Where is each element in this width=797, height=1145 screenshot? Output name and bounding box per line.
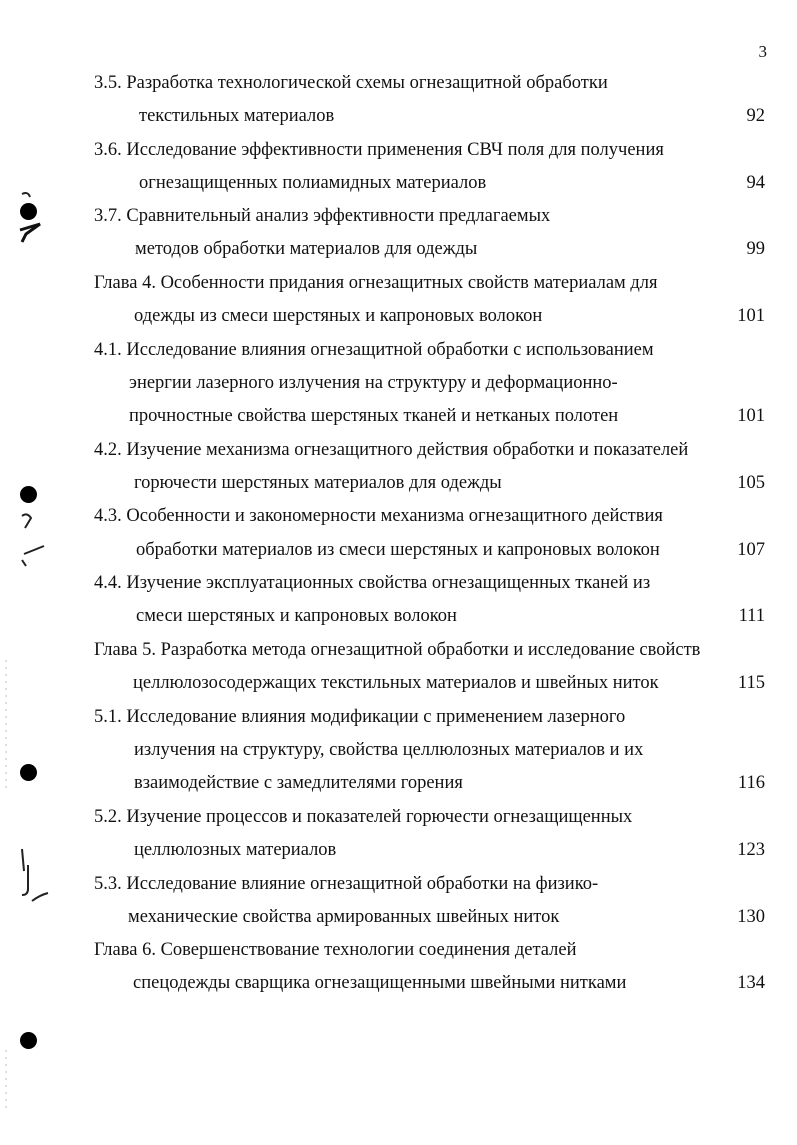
toc-line: методов обработки материалов для одежды <box>135 239 478 259</box>
punch-hole <box>20 1032 37 1049</box>
toc-line: излучения на структуру, свойства целлюлозных материалов и их <box>134 740 644 760</box>
punch-hole <box>20 764 37 781</box>
toc-page: 101 <box>737 306 765 326</box>
toc-line: 5.2. Изучение процессов и показателей горючести огнезащищенных <box>94 807 633 827</box>
toc-line: спецодежды сварщика огнезащищенными швейными нитками <box>133 973 627 993</box>
toc-page: 111 <box>738 606 765 626</box>
toc-line: 4.2. Изучение механизма огнезащитного действия обработки и показателей <box>94 440 689 460</box>
toc-page: 92 <box>746 106 765 126</box>
toc-line: Глава 6. Совершенствование технологии соединения деталей <box>94 940 577 960</box>
toc-line: одежды из смеси шерстяных и капроновых волокон <box>134 306 543 326</box>
toc-page: 116 <box>737 773 765 793</box>
toc-line: целлюлозных материалов <box>134 840 337 860</box>
toc-line: 4.3. Особенности и закономерности механизма огнезащитного действия <box>94 506 663 526</box>
toc-line: целлюлозосодержащих текстильных материалов и швейных ниток <box>133 673 659 693</box>
toc-line: Глава 4. Особенности придания огнезащитных свойств материалам для <box>94 273 658 293</box>
toc-line: 4.1. Исследование влияния огнезащитной обработки с использованием <box>94 340 654 360</box>
toc-line: 5.1. Исследование влияния модификации с применением лазерного <box>94 707 626 727</box>
toc-page: 94 <box>746 173 765 193</box>
toc-line: механические свойства армированных швейных ниток <box>128 907 560 927</box>
toc-page: 99 <box>746 239 765 259</box>
toc-line: 5.3. Исследование влияние огнезащитной обработки на физико- <box>94 874 599 894</box>
scan-mark <box>3 660 9 790</box>
toc-page: 105 <box>737 473 765 493</box>
punch-hole <box>20 486 37 503</box>
scan-mark <box>10 845 54 915</box>
toc-page: 130 <box>737 907 765 927</box>
toc-line: Глава 5. Разработка метода огнезащитной обработки и исследование свойств <box>94 640 701 660</box>
toc-page: 115 <box>737 673 765 693</box>
toc-line: смеси шерстяных и капроновых волокон <box>136 606 457 626</box>
toc-line: 3.6. Исследование эффективности применения СВЧ поля для получения <box>94 140 664 160</box>
toc-line: обработки материалов из смеси шерстяных и капроновых волокон <box>136 540 660 560</box>
toc-page: 101 <box>737 406 765 426</box>
toc-line: текстильных материалов <box>139 106 335 126</box>
scan-mark <box>3 1050 9 1110</box>
toc-line: 3.7. Сравнительный анализ эффективности предлагаемых <box>94 206 551 226</box>
toc-page: 107 <box>737 540 765 560</box>
toc-page: 123 <box>737 840 765 860</box>
scan-mark <box>14 190 50 250</box>
toc-line: горючести шерстяных материалов для одежды <box>134 473 502 493</box>
toc-line: огнезащищенных полиамидных материалов <box>139 173 487 193</box>
toc-page: 134 <box>737 973 765 993</box>
toc-line: прочностные свойства шерстяных тканей и нетканых полотен <box>129 406 619 426</box>
scan-mark <box>14 510 50 570</box>
toc-line: энергии лазерного излучения на структуру и деформационно- <box>129 373 618 393</box>
page-number: 3 <box>758 42 767 61</box>
toc-line: 4.4. Изучение эксплуатационных свойства огнезащищенных тканей из <box>94 573 651 593</box>
toc-line: 3.5. Разработка технологической схемы огнезащитной обработки <box>94 73 608 93</box>
toc-line: взаимодействие с замедлителями горения <box>134 773 463 793</box>
